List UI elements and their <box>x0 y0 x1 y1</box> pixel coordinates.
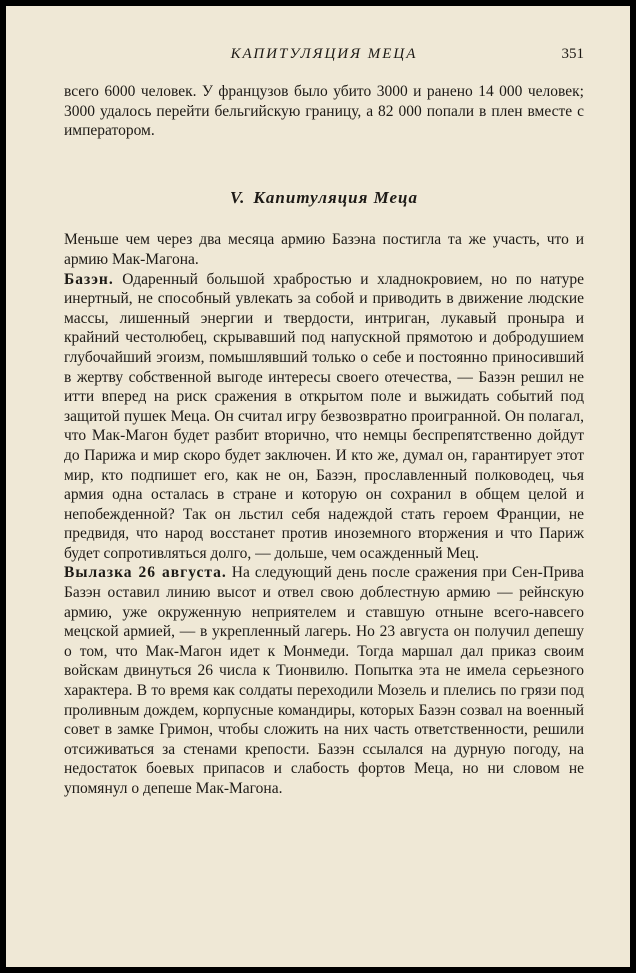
running-title: КАПИТУЛЯЦИЯ МЕЦА <box>230 46 418 62</box>
paragraph <box>64 563 584 798</box>
section-title: Капитуляция Меца <box>253 187 418 207</box>
section-heading <box>64 188 584 208</box>
page-body <box>64 82 584 799</box>
paragraph-text: Одаренный большой храбростью и хладнокровием, но по натуре инертный, не способный увлекать за собой и приводить в движение людские массы, лишенный энергии и твердости, интриган, лукавый проныра и крайний честолюбец, скрывавший под напускной прямотою и добродушием глубочайший эгоизм, помышлявший только о себе и постоянно приносивший в жертву собственной выгоде интересы своего отечества, — Базэн решил не итти вперед на риск сражения в открытом поле и выжидать событий под защитой пушек Меца. Он считал игру безвозвратно проигранной. Он полагал, что Мак-Магон будет разбит вторично, что немцы беспрепятственно дойдут до Парижа и мир скоро будет заключен. И кто же, думал он, гарантирует этот мир, кто подпишет его, как не он, Базэн, прославленный полководец, чья армия одна осталась в стране и которую он сохранил в общем целой и непобежденной? Так он льстил себя надеждой стать героем Франции, не предвидя, что народ восстанет против иноземного вторжения и что Париж будет сопротивляться долго, — дольше, чем осажденный Мец. <box>64 270 584 562</box>
page-number: 351 <box>561 46 584 62</box>
paragraph-lead: Вылазка 26 августа. <box>64 564 227 582</box>
paragraph-text: На следующий день после сражения при Сен-Прива Базэн оставил линию высот и отвел свою доблестную армию — рейнскую армию, уже окруженную неприятелем и ставшую отныне всего-навсего мецской армией, — в укрепленный лагерь. Но 23 августа он получил депешу о том, что Мак-Магон идет к Монмеди. Тогда маршал дал приказ своим войскам двинуться 26 числа к Тионвилю. Попытка эта не имела серьезного характера. В то время как солдаты переходили Мозель и плелись по грязи под проливным дождем, корпусные командиры, которых Базэн созвал на военный совет в замке Гримон, чтобы сложить на них часть ответственности, решили отсиживаться за стенами крепости. Базэн ссылался на дурную погоду, на недостаток боевых припасов и слабость фортов Меца, но ни словом не упомянул о депеше Мак-Магона. <box>64 564 584 797</box>
continuation-paragraph: всего 6000 человек. У французов было убито 3000 и ранено 14 000 человек; 3000 удалось перейти бельгийскую границу, а 82 000 попали в плен вместе с императором. <box>64 83 584 140</box>
paragraph <box>64 270 584 564</box>
section-number: V. <box>229 187 246 207</box>
paragraph-text: Меньше чем через два месяца армию Базэна постигла та же участь, что и армию Мак-Магона. <box>64 231 584 268</box>
paragraph <box>64 230 584 269</box>
book-page <box>6 6 630 967</box>
page-header <box>64 46 584 70</box>
paragraph-lead: Базэн. <box>64 270 114 288</box>
